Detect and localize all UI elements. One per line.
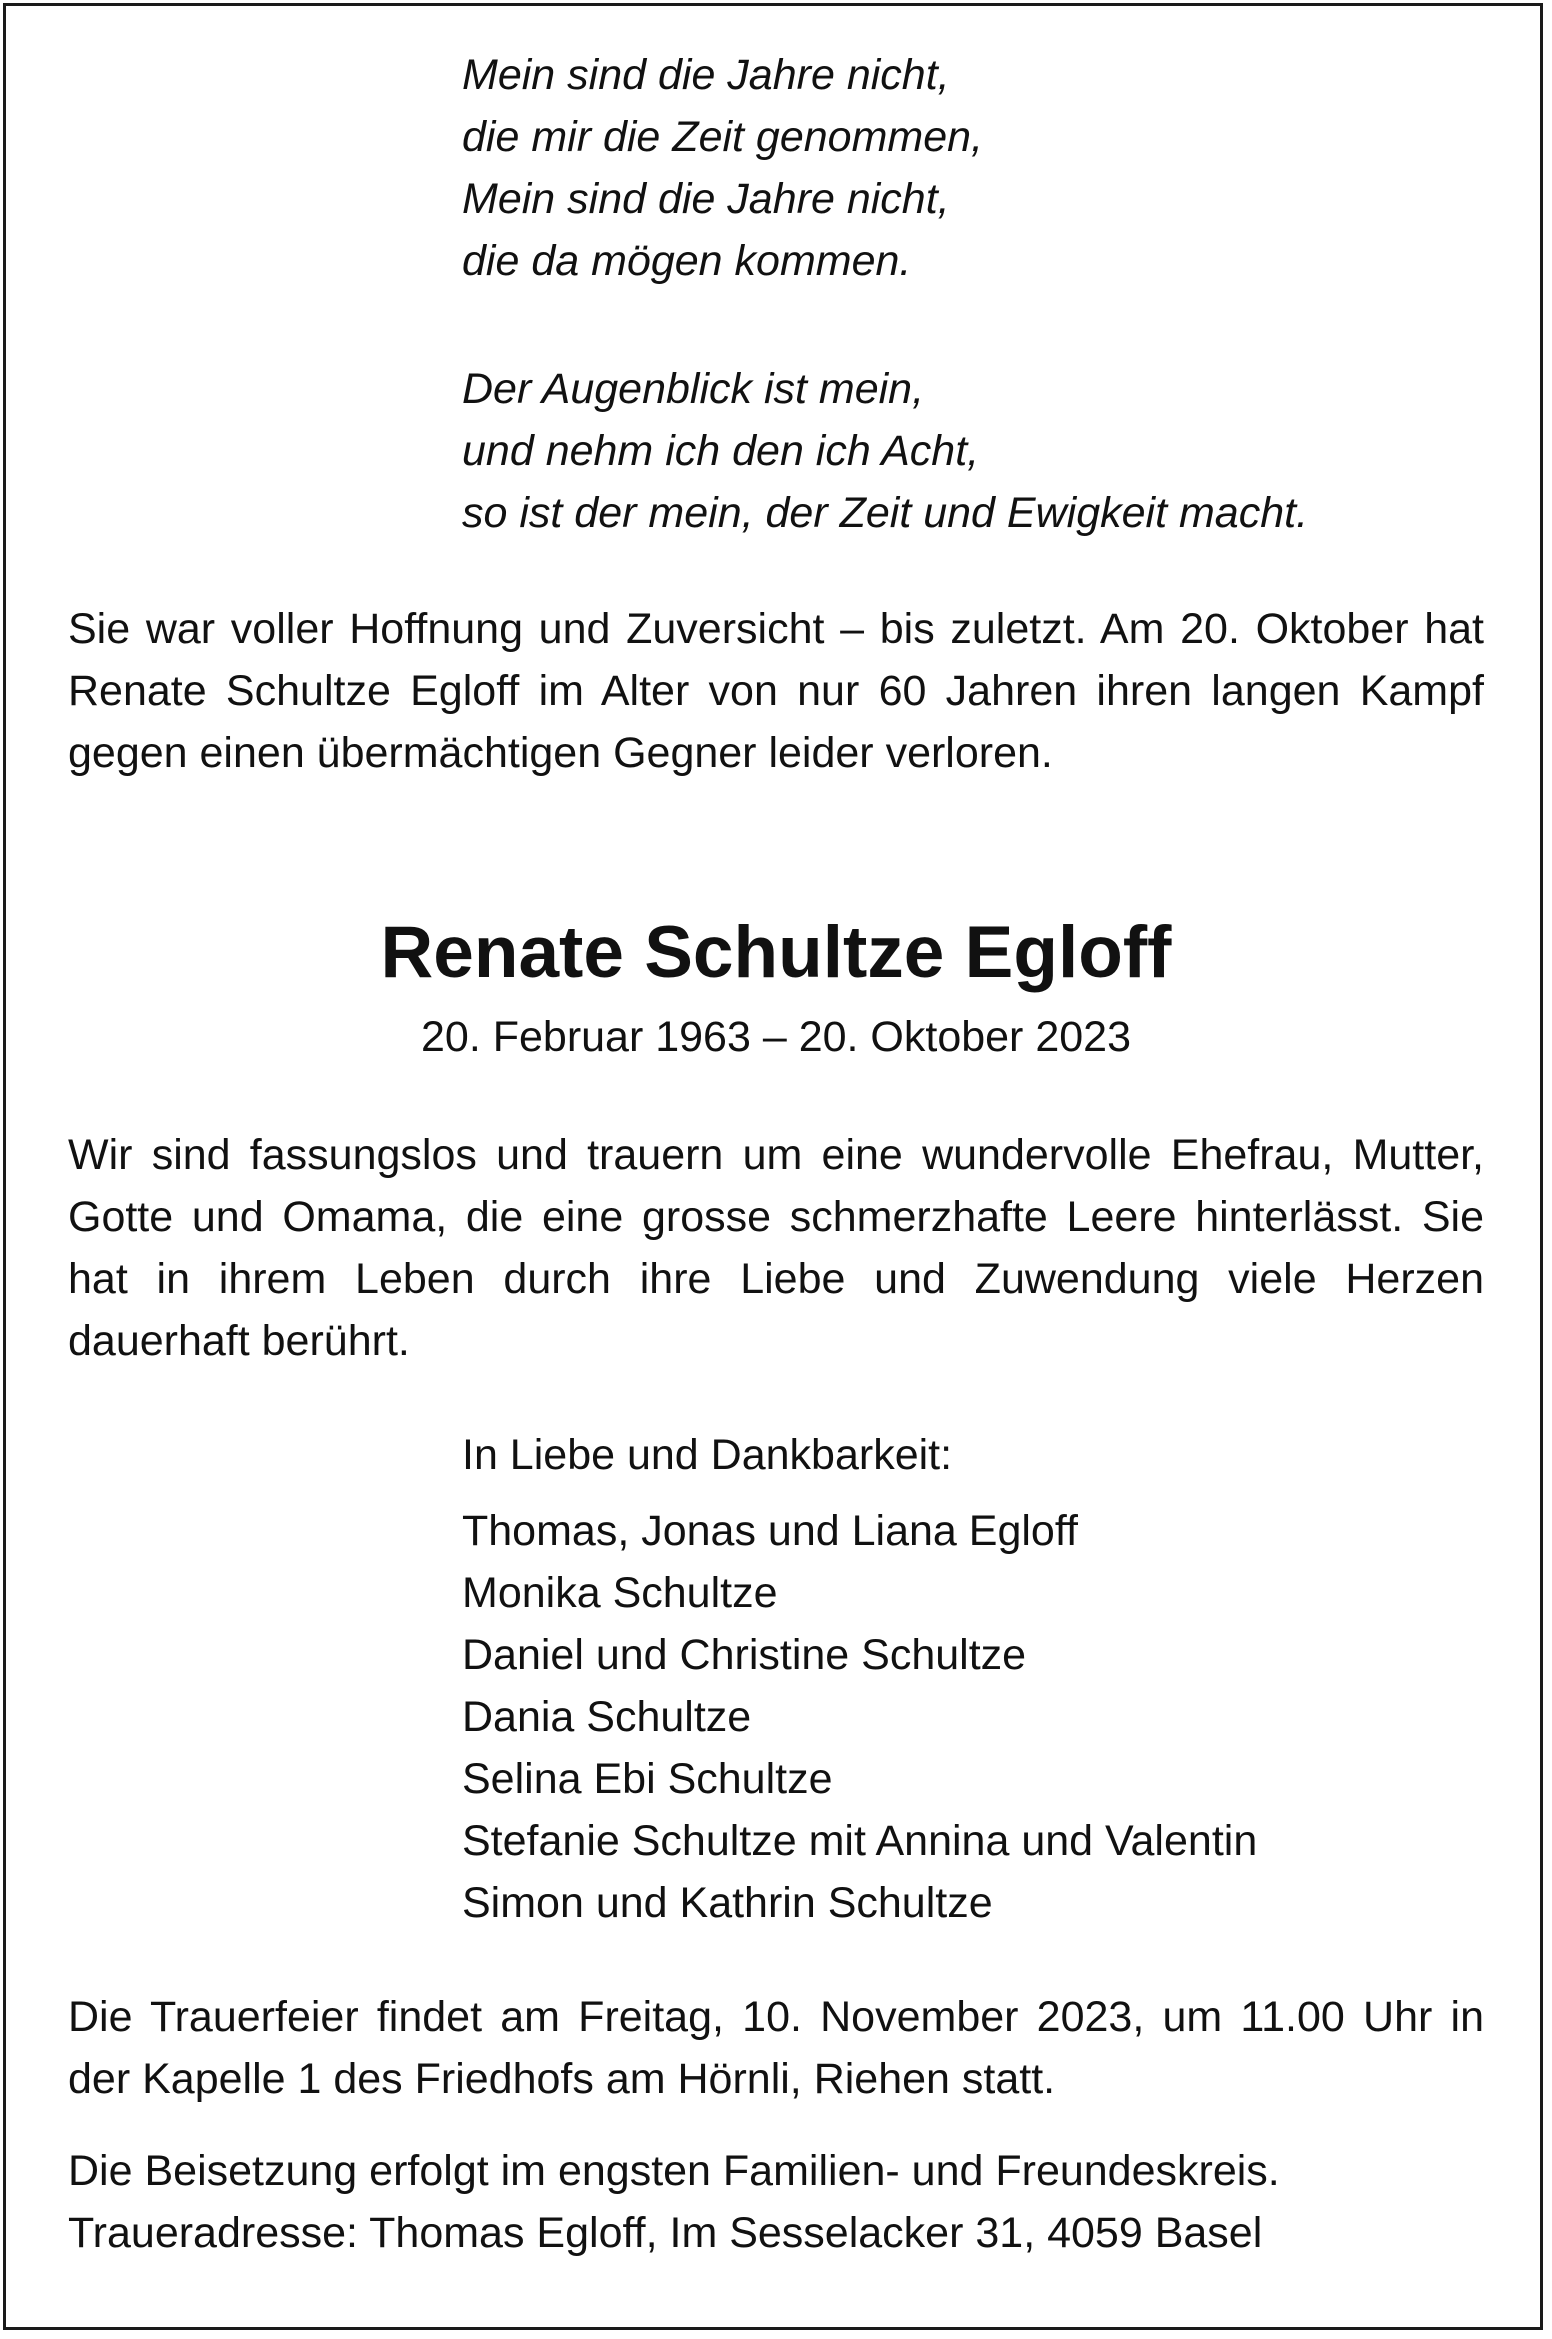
poem-line: und nehm ich den ich Acht, <box>462 427 980 475</box>
service-info: Die Trauerfeier findet am Freitag, 10. November 2023, um 11.00 Uhr in der Kapelle 1 des Friedhofs am Hörnli, Riehen statt. <box>68 1993 1484 2103</box>
poem-line: die da mögen kommen. <box>462 237 912 285</box>
mourner-name: Monika Schultze <box>462 1569 778 1617</box>
poem-line: die mir die Zeit genommen, <box>462 113 983 161</box>
deceased-name: Renate Schultze Egloff <box>380 912 1172 993</box>
poem-line: Mein sind die Jahre nicht, <box>462 175 950 223</box>
tribute-paragraph: Wir sind fassungslos und trauern um eine wundervolle Ehefrau, Mutter, Gotte und Omama, die eine grosse schmerzhafte Leere hinterlässt. Sie hat in ihrem Leben durch ihre Liebe und Zuwendung viele Herzen dauerhaft berührt. <box>68 1131 1484 1365</box>
mourner-name: Thomas, Jonas und Liana Egloff <box>462 1507 1078 1555</box>
mourner-name: Dania Schultze <box>462 1693 752 1741</box>
mourners-list <box>462 1500 1257 1934</box>
mourner-name: Selina Ebi Schultze <box>462 1755 833 1803</box>
burial-info: Die Beisetzung erfolgt im engsten Familien- und Freundeskreis. <box>68 2147 1280 2195</box>
poem-stanza-1 <box>462 44 983 292</box>
poem-line: Der Augenblick ist mein, <box>462 365 925 413</box>
life-dates: 20. Februar 1963 – 20. Oktober 2023 <box>421 1013 1131 1061</box>
mourning-address: Traueradresse: Thomas Egloff, Im Sesselacker 31, 4059 Basel <box>68 2209 1263 2257</box>
mourner-name: Daniel und Christine Schultze <box>462 1631 1027 1679</box>
intro-paragraph: Sie war voller Hoffnung und Zuversicht – bis zuletzt. Am 20. Oktober hat Renate Schultze Egloff im Alter von nur 60 Jahren ihren langen Kampf gegen einen übermächtigen Gegner leider verloren. <box>68 605 1484 777</box>
poem-line: so ist der mein, der Zeit und Ewigkeit macht. <box>462 489 1309 537</box>
mourner-name: Stefanie Schultze mit Annina und Valentin <box>462 1817 1258 1865</box>
poem-stanza-2 <box>462 358 1308 544</box>
mourners-label: In Liebe und Dankbarkeit: <box>462 1431 953 1479</box>
mourner-name: Simon und Kathrin Schultze <box>462 1879 993 1927</box>
poem-line: Mein sind die Jahre nicht, <box>462 51 950 99</box>
